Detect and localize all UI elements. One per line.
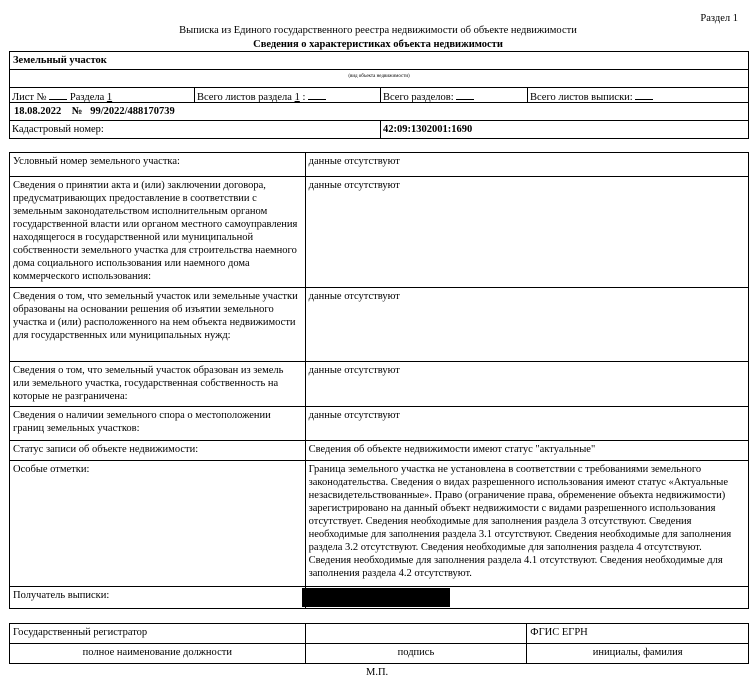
total-sections: Всего разделов:: [383, 89, 474, 104]
table-row: [10, 407, 749, 441]
total-extract-sheets: Всего листов выписки:: [530, 89, 653, 104]
row-label: Статус записи об объекте недвижимости:: [10, 441, 306, 461]
registrar-signature: [305, 624, 527, 644]
row-value: данные отсутствуют: [305, 407, 748, 441]
table-row: [10, 362, 749, 407]
row-value: данные отсутствуют: [305, 362, 748, 407]
cadastral-label: Кадастровый номер:: [12, 124, 104, 135]
registrar-name: ФГИС ЕГРН: [527, 624, 749, 644]
row-value: Сведения об объекте недвижимости имеют статус "актуальные": [305, 441, 748, 461]
row-label: Условный номер земельного участка:: [10, 153, 306, 177]
cadastral-number: 42:09:1302001:1690: [383, 124, 473, 135]
row-label: Сведения о том, что земельный участок образован из земель или земельного участка, государственная собственность на которые не разграничена:: [10, 362, 306, 407]
document-title: Выписка из Единого государственного реестра недвижимости об объекте недвижимости: [179, 25, 577, 36]
name-caption: инициалы, фамилия: [527, 644, 749, 664]
registrar-position: Государственный регистратор: [10, 624, 306, 644]
row-value: данные отсутствуют: [305, 288, 748, 362]
stamp-label: М.П.: [366, 667, 389, 678]
characteristics-table: [9, 152, 749, 609]
table-row: [10, 288, 749, 362]
row-label: Сведения о том, что земельный участок или земельные участки образованы на основании решения об изъятии земельного участка и (или) расположенного на нем объекта недвижимости для государственных или муниципальных нужд:: [10, 288, 306, 362]
table-row: [10, 153, 749, 177]
row-label: Получатель выписки:: [10, 587, 306, 609]
signature-table: [9, 623, 749, 664]
table-row: [10, 587, 749, 609]
row-label: Сведения о принятии акта и (или) заключении договора, предусматривающих предоставление в соответствии с земельным законодательством исполнительным органом государственной власти или органом местного самоуправления находящегося в государственной или муниципальной собственности земельного участка для строительства наемного дома социального использования или наемного дома коммерческого использования:: [10, 177, 306, 288]
row-label: Сведения о наличии земельного спора о местоположении границ земельных участков:: [10, 407, 306, 441]
object-type: Земельный участок: [13, 55, 107, 66]
object-info-block: [9, 51, 749, 139]
row-value: Граница земельного участка не установлена в соответствии с требованиями земельного законодательства. Сведения о видах разрешенного использования имеют статус «Актуальные незасвидетельствованные». Право (ограничение права, обременение объекта недвижимости) зарегистрировано на данный объект недвижимости с видами разрешенного использования отсутствует. Сведения необходимые для заполнения раздела 3 отсутствуют. Сведения необходимые для заполнения раздела 3.1 отсутствуют. Сведения необходимые для заполнения раздела 3.2 отсутствуют. Сведения необходимые для заполнения раздела 4 отсутствуют. Сведения необходимые для заполнения раздела 4.1 отсутствуют. Сведения необходимые для заполнения раздела 4.2 отсутствуют.: [305, 461, 748, 587]
redacted-recipient: [302, 588, 450, 607]
row-label: Особые отметки:: [10, 461, 306, 587]
table-row: [10, 441, 749, 461]
recipient-cell: [305, 587, 748, 609]
signature-caption: подпись: [305, 644, 527, 664]
document-subtitle: Сведения о характеристиках объекта недвижимости: [253, 39, 503, 50]
total-section-sheets: Всего листов раздела 1 :: [197, 89, 326, 104]
object-type-caption: (вид объекта недвижимости): [348, 74, 410, 79]
section-number: Раздел 1: [700, 13, 738, 24]
extract-date-number: 18.08.2022 № 99/2022/488170739: [14, 106, 175, 117]
position-caption: полное наименование должности: [10, 644, 306, 664]
table-row: [10, 461, 749, 587]
row-value: данные отсутствуют: [305, 153, 748, 177]
row-value: данные отсутствуют: [305, 177, 748, 288]
table-row: [10, 177, 749, 288]
sheet-number: Лист № Раздела 1: [12, 89, 112, 104]
